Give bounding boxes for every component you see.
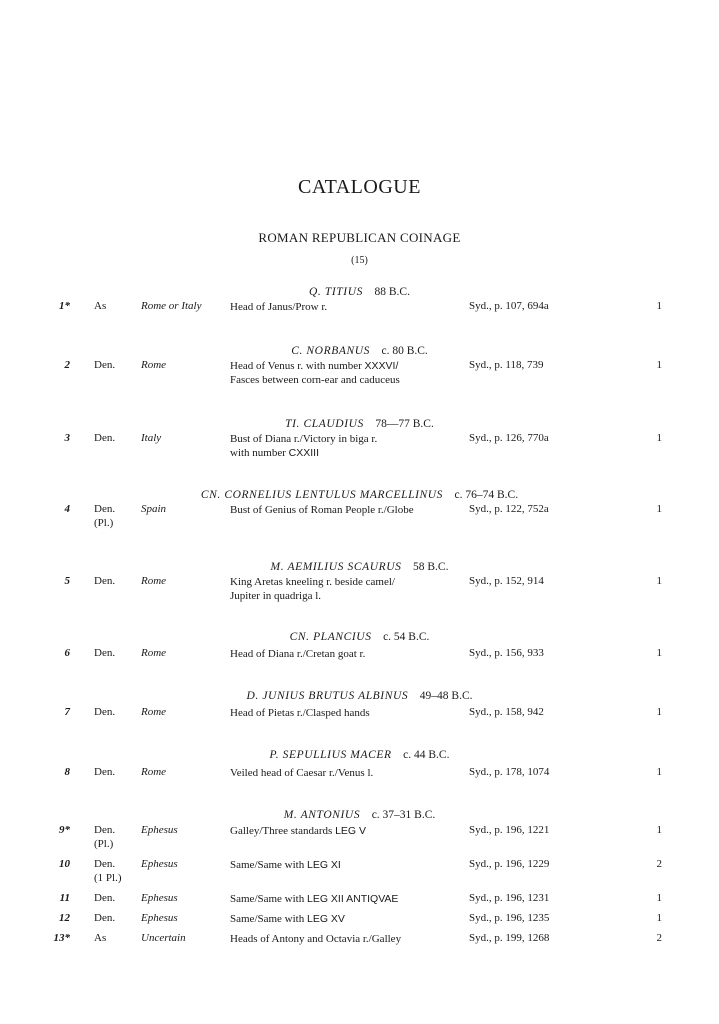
quantity: 2 — [656, 932, 662, 944]
denomination: Den. — [94, 503, 116, 515]
catalogue-number: 12 — [59, 912, 70, 924]
moneyer-date: 58 B.C. — [413, 561, 449, 573]
quantity: 1 — [656, 766, 662, 778]
sydenham-reference: Syd., p. 152, 914 — [469, 575, 544, 587]
quantity: 1 — [656, 824, 662, 836]
denomination: Den. — [94, 706, 116, 718]
coin-description-cont — [230, 373, 400, 387]
quantity: 1 — [656, 300, 662, 312]
mint: Ephesus — [141, 892, 178, 904]
moneyer-heading — [0, 631, 719, 643]
coin-legend: LEG V — [335, 825, 367, 837]
mint: Italy — [141, 432, 162, 444]
description-text: Bust of Diana r./Victory in biga r. — [230, 433, 378, 445]
coin-description-cont — [230, 589, 321, 603]
sydenham-reference: Syd., p. 126, 770a — [469, 432, 549, 444]
description-text: Head of Pietas r./Clasped hands — [230, 707, 370, 719]
mint: Spain — [141, 503, 167, 515]
denomination: As — [94, 932, 107, 944]
catalogue-number: 1* — [59, 300, 70, 312]
coin-description — [230, 503, 414, 517]
sydenham-reference: Syd., p. 178, 1074 — [469, 766, 550, 778]
sydenham-reference: Syd., p. 196, 1229 — [469, 858, 550, 870]
quantity: 1 — [656, 706, 662, 718]
description-text: Same/Same with — [230, 913, 307, 925]
moneyer-name: Q. TITIUS — [309, 286, 363, 298]
sydenham-reference: Syd., p. 196, 1235 — [469, 912, 550, 924]
mint: Rome — [141, 647, 167, 659]
sydenham-reference: Syd., p. 196, 1231 — [469, 892, 550, 904]
description-text: Head of Venus r. with number — [230, 360, 365, 372]
mint: Rome — [141, 359, 167, 371]
description-text: with number — [230, 447, 289, 459]
moneyer-name: D. JUNIUS BRUTUS ALBINUS — [246, 690, 409, 702]
moneyer-heading — [0, 489, 719, 501]
quantity: 1 — [656, 359, 662, 371]
plate-note: (Pl.) — [94, 838, 114, 850]
mint: Rome — [141, 766, 167, 778]
denomination: Den. — [94, 432, 116, 444]
denomination: Den. — [94, 912, 116, 924]
moneyer-heading — [0, 286, 719, 298]
moneyer-date: c. 54 B.C. — [383, 631, 430, 643]
denomination: Den. — [94, 766, 116, 778]
moneyer-date: 88 B.C. — [374, 286, 410, 298]
description-text: Same/Same with — [230, 859, 307, 871]
coin-legend: XXXVI/ — [364, 360, 399, 372]
moneyer-date: c. 37–31 B.C. — [371, 809, 436, 821]
coin-description — [230, 824, 366, 838]
moneyer-heading — [0, 749, 719, 761]
mint: Rome — [141, 706, 167, 718]
moneyer-heading — [0, 809, 719, 821]
description-text: Bust of Genius of Roman People r./Globe — [230, 504, 414, 516]
sydenham-reference: Syd., p. 107, 694a — [469, 300, 549, 312]
catalogue-number: 13* — [53, 932, 70, 944]
moneyer-name: P. SEPULLIUS MACER — [269, 749, 392, 761]
quantity: 1 — [656, 575, 662, 587]
sydenham-reference: Syd., p. 158, 942 — [469, 706, 544, 718]
mint: Rome — [141, 575, 167, 587]
denomination: Den. — [94, 824, 116, 836]
description-text: Fasces between corn-ear and caduceus — [230, 374, 400, 386]
description-text: Veiled head of Caesar r./Venus l. — [230, 767, 374, 779]
description-text: Jupiter in quadriga l. — [230, 590, 322, 602]
quantity: 1 — [656, 647, 662, 659]
catalogue-number: 7 — [64, 706, 70, 718]
moneyer-date: c. 44 B.C. — [403, 749, 450, 761]
coin-description — [230, 647, 365, 661]
description-text: Head of Janus/Prow r. — [230, 301, 328, 313]
sydenham-reference: Syd., p. 118, 739 — [469, 359, 544, 371]
sydenham-reference: Syd., p. 199, 1268 — [469, 932, 550, 944]
coin-legend: CXXIII — [288, 447, 320, 459]
coin-description — [230, 432, 377, 446]
quantity: 1 — [656, 892, 662, 904]
catalogue-number: 8 — [64, 766, 70, 778]
description-text: Galley/Three standards — [230, 825, 336, 837]
quantity: 2 — [656, 858, 662, 870]
coin-description — [230, 359, 398, 373]
description-text: Head of Diana r./Cretan goat r. — [230, 648, 366, 660]
denomination: Den. — [94, 647, 116, 659]
catalogue-number: 6 — [64, 647, 70, 659]
coin-description — [230, 858, 341, 872]
coin-description — [230, 706, 370, 720]
coin-description — [230, 912, 345, 926]
mint: Ephesus — [141, 912, 178, 924]
mint: Ephesus — [141, 858, 178, 870]
quantity: 1 — [656, 503, 662, 515]
moneyer-date: c. 80 B.C. — [381, 345, 428, 357]
description-text: Same/Same with — [230, 893, 307, 905]
quantity: 1 — [656, 432, 662, 444]
moneyer-name: M. ANTONIUS — [283, 809, 361, 821]
mint: Uncertain — [141, 932, 186, 944]
mint: Rome or Italy — [141, 300, 202, 312]
section-subtitle: ROMAN REPUBLICAN COINAGE — [258, 230, 461, 245]
coin-description-cont — [230, 446, 319, 460]
catalogue-number: 4 — [64, 503, 70, 515]
quantity: 1 — [656, 912, 662, 924]
catalogue-number: 11 — [59, 892, 70, 904]
moneyer-name: M. AEMILIUS SCAURUS — [270, 561, 402, 573]
sydenham-reference: Syd., p. 156, 933 — [469, 647, 544, 659]
moneyer-date: c. 76–74 B.C. — [454, 489, 519, 501]
coin-legend: LEG XI — [307, 859, 341, 871]
denomination: Den. — [94, 575, 116, 587]
catalogue-number: 2 — [64, 359, 70, 371]
catalogue-number: 10 — [59, 858, 70, 870]
plate-note: (1 Pl.) — [94, 872, 122, 884]
moneyer-name: CN. CORNELIUS LENTULUS MARCELLINUS — [200, 489, 444, 501]
moneyer-name: CN. PLANCIUS — [289, 631, 372, 643]
coin-description — [230, 766, 373, 780]
description-text: King Aretas kneeling r. beside camel/ — [230, 576, 395, 588]
coin-description — [230, 300, 327, 314]
mint: Ephesus — [141, 824, 178, 836]
moneyer-heading — [0, 418, 719, 430]
denomination: Den. — [94, 892, 116, 904]
coin-description — [230, 892, 398, 906]
catalogue-number: 5 — [64, 575, 70, 587]
sydenham-reference: Syd., p. 122, 752a — [469, 503, 549, 515]
moneyer-heading — [0, 561, 719, 573]
coin-legend: LEG XV — [307, 913, 345, 925]
denomination: Den. — [94, 858, 116, 870]
moneyer-name: TI. CLAUDIUS — [285, 418, 364, 430]
coin-description — [230, 575, 395, 589]
page-title: CATALOGUE — [298, 176, 421, 198]
description-text: Heads of Antony and Octavia r./Galley — [230, 933, 402, 945]
coin-description — [230, 932, 401, 946]
page-number: (15) — [351, 255, 368, 266]
denomination: As — [94, 300, 107, 312]
moneyer-date: 49–48 B.C. — [419, 690, 473, 702]
denomination: Den. — [94, 359, 116, 371]
moneyer-heading — [0, 690, 719, 702]
plate-note: (Pl.) — [94, 517, 114, 529]
moneyer-heading — [0, 345, 719, 357]
moneyer-date: 78—77 B.C. — [375, 418, 434, 430]
sydenham-reference: Syd., p. 196, 1221 — [469, 824, 550, 836]
moneyer-name: C. NORBANUS — [291, 345, 370, 357]
coin-legend: LEG XII ANTIQVAE — [307, 893, 399, 905]
catalogue-number: 9* — [59, 824, 70, 836]
catalogue-number: 3 — [64, 432, 70, 444]
